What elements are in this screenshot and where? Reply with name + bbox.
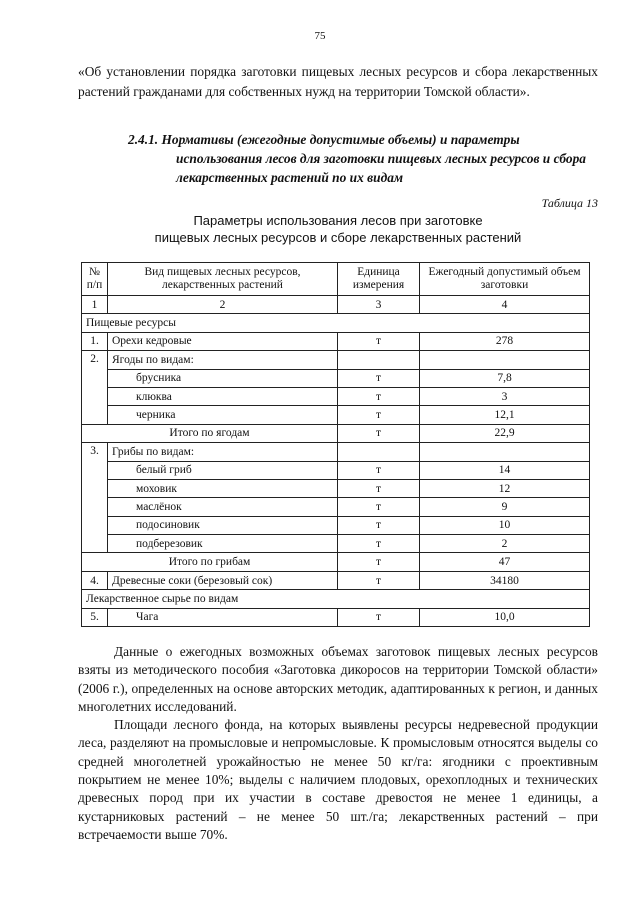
header-number: № п/п [82, 263, 108, 296]
value-cell: 3 [420, 387, 590, 405]
table-row [82, 332, 590, 350]
resource-name: черника [108, 406, 338, 424]
table-row [82, 516, 590, 534]
table-header-row [82, 263, 590, 296]
unit-cell: т [338, 369, 420, 387]
value-cell: 14 [420, 461, 590, 479]
value-cell: 12,1 [420, 406, 590, 424]
table-row [82, 369, 590, 387]
column-numbers-row [82, 296, 590, 314]
section-title-line1: Нормативы (ежегодные допустимые объемы) и параметры [161, 132, 520, 147]
table-row [82, 479, 590, 497]
table-row [82, 461, 590, 479]
table-caption-line1: Параметры использования лесов при заготовке [193, 213, 483, 228]
resource-name: подосиновик [108, 516, 338, 534]
unit-cell: т [338, 332, 420, 350]
value-cell [420, 443, 590, 461]
row-number: 2. [82, 351, 108, 425]
page-number: 75 [314, 30, 326, 42]
resource-name: Чага [108, 608, 338, 626]
column-number: 4 [420, 296, 590, 314]
paragraph: Данные о ежегодных возможных объемах заготовок пищевых лесных ресурсов взяты из методического пособия «Заготовка дикоросов на территории Томской области» (2006 г.), определенных на основе авторских методик, адаптированных к регион, и данных многолетних исследований. [78, 644, 598, 714]
body-text [78, 643, 598, 844]
table-row [82, 351, 590, 369]
table-row [82, 387, 590, 405]
resource-name: подберезовик [108, 535, 338, 553]
unit-cell: т [338, 571, 420, 589]
table-caption-line2: пищевых лесных ресурсов и сборе лекарственных растений [154, 230, 522, 245]
header-resource-type: Вид пищевых лесных ресурсов, лекарственных растений [108, 263, 338, 296]
header-annual-volume: Ежегодный допустимый объем заготовки [420, 263, 590, 296]
resource-name: маслёнок [108, 498, 338, 516]
value-cell: 278 [420, 332, 590, 350]
unit-cell: т [338, 406, 420, 424]
resource-name: брусника [108, 369, 338, 387]
resource-name: белый гриб [108, 461, 338, 479]
unit-cell: т [338, 553, 420, 571]
row-number: 5. [82, 608, 108, 626]
section-title-rest: использования лесов для заготовки пищевых лесных ресурсов и сбора лекарственных растений по их видам [176, 151, 586, 185]
value-cell: 2 [420, 535, 590, 553]
table-row [82, 535, 590, 553]
value-cell: 10 [420, 516, 590, 534]
resource-name: Грибы по видам: [108, 443, 338, 461]
unit-cell: т [338, 535, 420, 553]
row-number: 3. [82, 443, 108, 553]
resource-name: Ягоды по видам: [108, 351, 338, 369]
total-label: Итого по грибам [82, 553, 338, 571]
unit-cell: т [338, 461, 420, 479]
group-row [82, 314, 590, 332]
column-number: 1 [82, 296, 108, 314]
table-caption [78, 212, 598, 246]
unit-cell: т [338, 498, 420, 516]
row-number: 4. [82, 571, 108, 589]
unit-cell [338, 443, 420, 461]
table-label: Таблица 13 [541, 196, 598, 210]
total-row [82, 424, 590, 442]
resource-name: Древесные соки (березовый сок) [108, 571, 338, 589]
group-label: Пищевые ресурсы [82, 314, 590, 332]
unit-cell [338, 351, 420, 369]
group-label: Лекарственное сырье по видам [82, 590, 590, 608]
resource-name: клюква [108, 387, 338, 405]
intro-paragraph: «Об установлении порядка заготовки пищевых лесных ресурсов и сбора лекарственных растений гражданами для собственных нужд на территории Томской области». [78, 64, 598, 99]
column-number: 2 [108, 296, 338, 314]
resource-name: Орехи кедровые [108, 332, 338, 350]
table-row [82, 498, 590, 516]
resource-name: моховик [108, 479, 338, 497]
unit-cell: т [338, 424, 420, 442]
value-cell: 12 [420, 479, 590, 497]
unit-cell: т [338, 479, 420, 497]
total-label: Итого по ягодам [82, 424, 338, 442]
value-cell: 7,8 [420, 369, 590, 387]
table-row [82, 406, 590, 424]
value-cell: 10,0 [420, 608, 590, 626]
section-number: 2.4.1. [128, 132, 159, 147]
value-cell: 34180 [420, 571, 590, 589]
group-row [82, 590, 590, 608]
table-row [82, 571, 590, 589]
paragraph: Площади лесного фонда, на которых выявлены ресурсы недревесной продукции леса, разделяют на промысловые и непромысловые. К промысловым относятся выделы со средней многолетней урожайностью не менее 50 кг/га: ягодники с проективным покрытием не менее 10%; выделы с наличием плодовых, орехоплодных и технических древесных пород при их участии в составе древостоя не менее 1 единицы, а кустарниковых растений – не менее 50 шт./га; лекарственных растений – при встречаемости выше 70%. [78, 717, 598, 842]
table-row [82, 443, 590, 461]
section-heading [128, 130, 598, 187]
resources-table [81, 262, 590, 627]
column-number: 3 [338, 296, 420, 314]
value-cell: 22,9 [420, 424, 590, 442]
table-row [82, 608, 590, 626]
value-cell: 47 [420, 553, 590, 571]
unit-cell: т [338, 608, 420, 626]
unit-cell: т [338, 387, 420, 405]
value-cell [420, 351, 590, 369]
total-row [82, 553, 590, 571]
unit-cell: т [338, 516, 420, 534]
value-cell: 9 [420, 498, 590, 516]
row-number: 1. [82, 332, 108, 350]
header-unit: Единица измерения [338, 263, 420, 296]
